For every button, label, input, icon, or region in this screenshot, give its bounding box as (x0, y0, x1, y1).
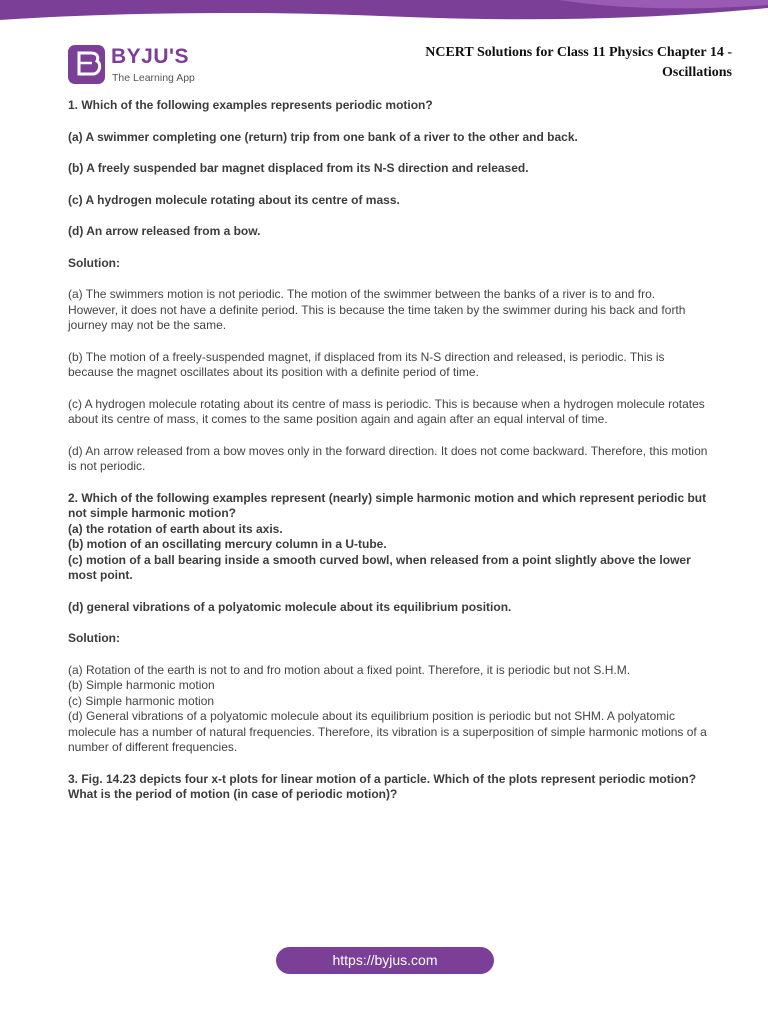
q1-solution-a: (a) The swimmers motion is not periodic. The motion of the swimmer between the banks of a river is to and fro. However, it does not have a definite period. This is because the time taken by the swimmer during his back and forth journey may not be the same. (68, 287, 686, 332)
q1-question: 1. Which of the following examples represents periodic motion? (68, 98, 433, 112)
q1-option-b: (b) A freely suspended bar magnet displaced from its N-S direction and released. (68, 161, 529, 175)
q1-option-d: (d) An arrow released from a bow. (68, 224, 261, 238)
q2-option-c: (c) motion of a ball bearing inside a smooth curved bowl, when released from a point slightly above the lower most point. (68, 552, 691, 582)
logo-b-icon (68, 45, 105, 84)
q2-solution-b: (b) Simple harmonic motion (68, 678, 215, 692)
q1-option-a: (a) A swimmer completing one (return) trip from one bank of a river to the other and back. (68, 129, 578, 144)
logo-tagline: The Learning App (112, 72, 195, 84)
q2-question: 2. Which of the following examples represent (nearly) simple harmonic motion and which represent periodic but not simple harmonic motion? (68, 490, 707, 520)
document-title (352, 43, 732, 83)
title-line-1: NCERT Solutions for Class 11 Physics Chapter 14 - (425, 45, 732, 60)
q3-question: 3. Fig. 14.23 depicts four x-t plots for linear motion of a particle. Which of the plots represent periodic motion? What is the period of motion (in case of periodic motion)? (68, 771, 697, 801)
q1-solution-label: Solution: (68, 255, 120, 270)
byjus-logo-badge (68, 45, 105, 84)
title-line-2: Oscillations (661, 65, 732, 80)
q2-solution-d: (d) General vibrations of a polyatomic molecule about its equilibrium position is periodic but not SHM. A polyatomic molecule has a number of natural frequencies. Therefore, its vibration is a superposition of simple harmonic motions of a number of different frequencies. (68, 709, 707, 754)
q1-solution-d: (d) An arrow released from a bow moves only in the forward direction. It does not come backward. Therefore, this motion is not periodic. (68, 443, 708, 473)
q1-option-c: (c) A hydrogen molecule rotating about its centre of mass. (68, 192, 400, 207)
q2-option-b: (b) motion of an oscillating mercury column in a U-tube. (68, 537, 387, 551)
q2-solution-label: Solution: (68, 631, 120, 645)
q2-option-d: (d) general vibrations of a polyatomic molecule about its equilibrium position. (68, 599, 512, 614)
logo-name: BYJU'S (111, 45, 190, 68)
top-decorative-bar (0, 0, 768, 22)
q1-solution-b: (b) The motion of a freely-suspended magnet, if displaced from its N-S direction and released, is periodic. This is because the magnet oscillates about its position with a definite period of time. (68, 349, 665, 379)
q2-solution-c: (c) Simple harmonic motion (68, 693, 215, 708)
main-content (68, 98, 708, 803)
footer-url-link[interactable]: https://byjus.com (276, 947, 494, 974)
q2-solution-a: (a) Rotation of the earth is not to and fro motion about a fixed point. Therefore, it is periodic but not S.H.M. (68, 662, 631, 677)
q1-solution-c: (c) A hydrogen molecule rotating about its centre of mass is periodic. This is because when a hydrogen molecule rotates about its centre of mass, it comes to the same position again and again after an equal interval of time. (68, 396, 705, 426)
q2-option-a: (a) the rotation of earth about its axis. (68, 521, 283, 536)
byjus-logo (68, 45, 208, 87)
